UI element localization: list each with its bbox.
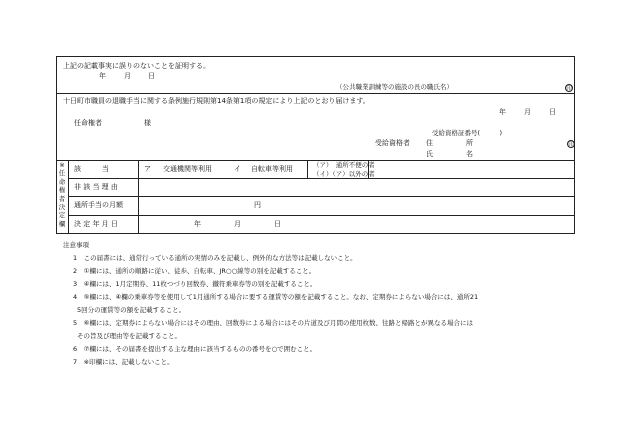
- note-item: 3 ④欄には、1月定期券、11枚つづり回数券、鐵符乗車券等の別を記載すること。: [73, 280, 317, 288]
- notification-day: 日: [549, 108, 556, 116]
- facility-head-label: （公共職業訓練等の施設の長の職氏名）: [336, 83, 453, 91]
- row-label-applicable: 該 当: [74, 165, 109, 173]
- sub-option-a: （ア） 通所不便の者: [313, 161, 375, 169]
- note-item: 7 ※印欄には、記載しないこと。: [73, 358, 174, 366]
- form-frame: [56, 56, 575, 234]
- option-a-mark: ア: [144, 165, 151, 173]
- row-divider: [68, 196, 575, 197]
- note-item: 5 ⑥欄には、定期券によらない場合にはその理由、回数券による場合にはその片道及び月間の使用枚数、往路と帰路とが異なる場合には: [73, 319, 473, 327]
- option-a-label: 交通機関等利用: [163, 165, 212, 173]
- recipient-seal-icon: 印: [568, 142, 574, 148]
- note-item: 6 ⑦欄には、その届書を提出する主な理由に該当するものの番号を○で囲むこと。: [73, 345, 317, 353]
- row-label-decision-date: 決 定 年 月 日: [74, 220, 118, 228]
- certification-seal-icon: 印: [566, 86, 572, 92]
- sub-option-i: （イ）（ア）以外の者: [313, 170, 375, 178]
- divider: [56, 93, 575, 94]
- note-item: 2 ①欄には、通所の順路に従い、徒歩、自転車、JR○○線等の別を記載すること。: [73, 267, 316, 275]
- decision-month: 月: [234, 220, 241, 228]
- note-item: 1 この届書には、通常行っている通所の実情のみを記載し、例外的な方法等は記載しないこと。: [73, 254, 357, 262]
- row-divider: [68, 215, 575, 216]
- address-label-2: 所: [466, 139, 473, 147]
- addressee-honorific: 様: [144, 119, 151, 127]
- note-item: 5回分の運賃等の額を記載すること。: [77, 306, 186, 314]
- certification-month: 月: [124, 72, 131, 80]
- note-item: 4 ⑤欄には、④欄の乗車券等を使用して1月通所する場合に要する運賃等の額を記載すること。なお、定期券によらない場合には、通所21: [73, 293, 479, 301]
- decision-year: 年: [194, 220, 201, 228]
- label-column-divider: [138, 160, 139, 234]
- decision-day: 日: [274, 220, 281, 228]
- option-i-label: 自転車等利用: [251, 165, 293, 173]
- certificate-number-label: 受給資格証番号( ): [432, 129, 503, 137]
- side-label-divider: [68, 160, 69, 234]
- decision-side-label: ※任命権者決定欄: [58, 161, 66, 228]
- recipient-label: 受給資格者: [375, 139, 410, 147]
- certification-year: 年: [99, 72, 106, 80]
- name-label: 氏: [426, 150, 433, 158]
- notification-year: 年: [499, 108, 506, 116]
- option-i-mark: イ: [234, 165, 241, 173]
- option-divider: [307, 160, 308, 178]
- certification-statement: 上記の記載事実に誤りのないことを証明する。: [63, 62, 210, 70]
- notification-statement: 十日町市職員の退職手当に関する条例施行規則第14条第1項の規定により上記のとおり届けます。: [63, 97, 370, 105]
- addressee-title: 任命権者: [74, 119, 102, 127]
- certification-day: 日: [148, 72, 155, 80]
- name-label-2: 名: [466, 150, 473, 158]
- note-item: その旨及び理由等を記載すること。: [77, 332, 181, 340]
- row-divider: [68, 178, 575, 179]
- row-label-monthly-amount: 通所手当の月額: [74, 201, 123, 209]
- monthly-amount-unit: 円: [254, 201, 261, 209]
- notes-heading: 注意事項: [63, 241, 89, 249]
- row-label-not-applicable: 非 該 当 理 由: [74, 183, 118, 191]
- address-label: 住: [426, 139, 433, 147]
- notification-month: 月: [524, 108, 531, 116]
